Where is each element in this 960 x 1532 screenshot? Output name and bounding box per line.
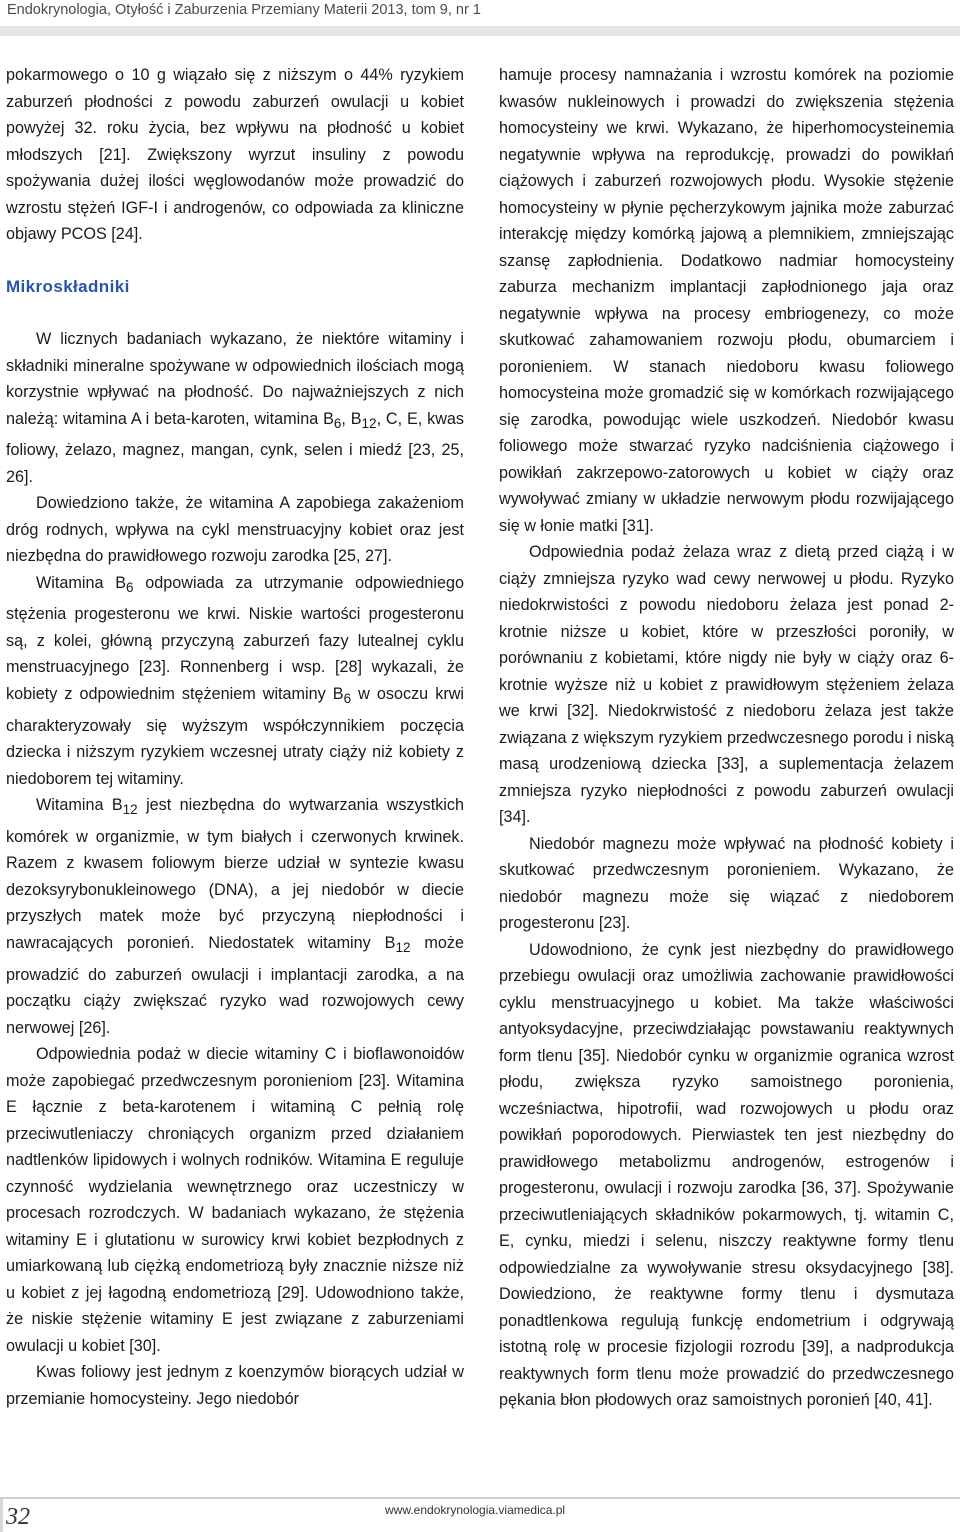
paragraph-vitamins-list: W licznych badaniach wykazano, że niektóre witaminy i składniki mineralne spożywane w odpowiednich ilościach mogą korzystnie wpływać na płodność. Do najważniejszych z nich należą: witamina A i beta-karoten, witamina $B_6$, $B_{12}$, C, E, kwas foliowy, żelazo, magnez, mangan, cynk, selen i miedź [23, 25, 26]. <box>6 330 465 486</box>
footer-url: www.endokrynologia.viamedica.pl <box>385 1503 566 1517</box>
page-number: 32 <box>6 1504 30 1530</box>
paragraph-homocysteine: hamuje procesy namnażania i wzrostu komórek na poziomie kwasów nukleinowych i prowadzi do zwiększenia stężenia homocysteiny we krwi. Wykazano, że hiperhomocysteinemia negatywnie wpływa na reprodukcję, prowadzi do powikłań ciążowych i zaburzeń rozwojowych płodu. Wysokie stężenie homocysteiny w płynie pęcherzykowym jajnika może zaburzać interakcję między komórką jajową a plemnikiem, zmniejszając szansę zapłodnienia. Dodatkowo nadmiar homocysteiny zaburza mechanizm implantacji zapłodnionego jaja oraz negatywnie wpływa na procesy embriogenezy, co może skutkować zahamowaniem rozwoju płodu, obumarciem i poronieniem. W stanach niedoboru kwasu foliowego homocysteina może gromadzić się w komórkach rozwijającego się zarodka, powodując wiele uszkodzeń. Niedobór kwasu foliowego może stwarzać ryzyko nadciśnienia ciążowego i powikłań zakrzepowo-zatorowych u kobiet w ciąży oraz wywoływać zmiany w układzie nerwowym płodu rozwijającego się w łonie matki [31]. <box>499 66 954 535</box>
paragraph-intro: pokarmowego o 10 g wiązało się z niższym o 44% ryzykiem zaburzeń płodności z powodu zaburzeń owulacji u kobiet powyżej 32. roku życia, bez wpływu na płodność u kobiet młodszych [21]. Zwiększony wyrzut insuliny z powodu spożywania dużej ilości węglowodanów może prowadzić do wzrostu stężeń IGF-I i androgenów, co odpowiada za kliniczne objawy PCOS [24]. <box>6 66 464 243</box>
paragraph-magnesium: Niedobór magnezu może wpływać na płodność kobiety i skutkować przedwczesnym poronieniem. Wykazano, że niedobór magnezu może się wiązać z niedoborem progesteronu [23]. <box>499 834 954 932</box>
spacer <box>6 248 464 274</box>
right-column <box>499 62 954 1414</box>
paragraph-folic-acid: Kwas foliowy jest jednym z koenzymów biorących udział w przemianie homocysteiny. Jego niedobór <box>6 1363 464 1408</box>
paragraph-iron: Odpowiednia podaż żelaza wraz z dietą przed ciążą i w ciąży zmniejsza ryzyko wad cewy nerwowej u płodu. Ryzyko niedokrwistości z powodu niedoboru żelaza jest ponad 2-krotnie niższe u kobiet, które w przeszłości poroniły, w porównaniu z kobietami, które nigdy nie były w ciąży oraz 6-krotnie wyższe niż u kobiet z prawidłowym stężeniem żelaza we krwi [32]. Niedokrwistość z niedoboru żelaza jest także związana z większym ryzykiem przedwczesnego porodu i niską masą urodzeniową dziecka [33], a suplementacja żelazem zmniejsza ryzyko niepłodności z powodu zaburzeń owulacji [34]. <box>499 543 954 826</box>
journal-citation: Endokrynologia, Otyłość i Zaburzenia Przemiany Materii 2013, tom 9, nr 1 <box>7 2 481 18</box>
footer-divider <box>0 1497 960 1499</box>
paragraph-vitamin-b6: Witamina $B_6$ odpowiada za utrzymanie odpowiedniego stężenia progesteronu we krwi. Niskie wartości progesteronu są, z kolei, główną przyczyną zaburzeń fazy lutealnej cyklu menstruacyjnego [23]. Ronnenberg i wsp. [28] wykazali, że kobiety z odpowiednim stężeniem witaminy $B_6$ w osoczu krwi charakteryzowały się wyższym współczynnikiem poczęcia dziecka i niższym ryzykiem wczesnej utraty ciąży niż kobiety z niedoborem tej witaminy. <box>6 573 465 788</box>
page-header <box>0 0 960 26</box>
paragraph-vitamin-b12: Witamina $B_{12}$ jest niezbędna do wytwarzania wszystkich komórek w organizmie, w tym białych i czerwonych krwinek. Razem z kwasem foliowym bierze udział w syntezie kwasu dezoksyrybonukleinowego (DNA), a jej niedobór w diecie przyszłych matek może być przyczyną niepłodności i nawracających poronień. Niedostatek witaminy $B_{12}$ może prowadzić do zaburzeń owulacji i implantacji zarodka, a na początku ciąży zwiększać ryzyko wad rozwojowych cewy nerwowej [26]. <box>6 796 464 1037</box>
left-column <box>6 62 464 1412</box>
paragraph-vitamin-a: Dowiedziono także, że witamina A zapobiega zakażeniom dróg rodnych, wpływa na cykl menstruacyjny kobiet oraz jest niezbędna do prawidłowego rozwoju zarodka [25, 27]. <box>6 494 464 566</box>
paragraph-vitamin-c-e: Odpowiednia podaż w diecie witaminy C i bioflawonoidów może zapobiegać przedwczesnym poronieniom [23]. Witamina E łącznie z beta-karotenem i witaminą C pełnią rolę przeciwutleniaczy chroniących organizm przed działaniem nadtlenków lipidowych i wolnych rodników. Witamina E reguluje czynność wydzielania wewnętrznego oraz uczestniczy w procesach rozrodczych. W badaniach wykazano, że stężenia witaminy E i glutationu w surowicy krwi kobiet bezpłodnych z umiarkowaną lub ciężką endometriozą były znacznie niższe niż u kobiet z jej łagodną endometriozą [29]. Udowodniono także, że niskie stężenie witaminy E jest związane z zaburzeniami owulacji u kobiet [30]. <box>6 1045 464 1355</box>
paragraph-zinc: Udowodniono, że cynk jest niezbędny do prawidłowego przebiegu owulacji oraz umożliwia zachowanie prawidłowości cyklu menstruacyjnego u kobiet. Ma także właściwości antyoksydacyjne, przeciwdziałając powstawaniu reaktywnych form tlenu [35]. Niedobór cynku w organizmie ogranica wzrost płodu, zwiększa ryzyko samoistnego poronienia, wcześniactwa, hipotrofii, wad rozwojowych u płodu oraz powikłań poporodowych. Pierwiastek ten jest niezbędny do prawidłowego metabolizmu androgenów, estrogenów i progesteronu, owulacji i rozwoju zarodka [36, 37]. Spożywanie przeciwutleniających składników pokarmowych, tj. witamin C, E, cynku, miedzi i selenu, niszczy reaktywne formy tlenu odpowiedzialne za wywoływanie stresu oksydacyjnego [38]. Dowiedziono, że reaktywne formy tlenu i dysmutaza ponadtlenkowa regulują funkcję endometrium i odgrywają istotną rolę w procesie fizjologii rozrodu [39], a nadprodukcja reaktywnych form tlenu może prowadzić do przedwczesnego pękania błon płodowych oraz samoistnych poronień [40, 41]. <box>499 940 954 1409</box>
spacer <box>6 300 464 326</box>
section-heading: Mikroskładniki <box>6 276 130 296</box>
page-margin-bar <box>0 1499 3 1532</box>
header-divider <box>0 26 960 36</box>
